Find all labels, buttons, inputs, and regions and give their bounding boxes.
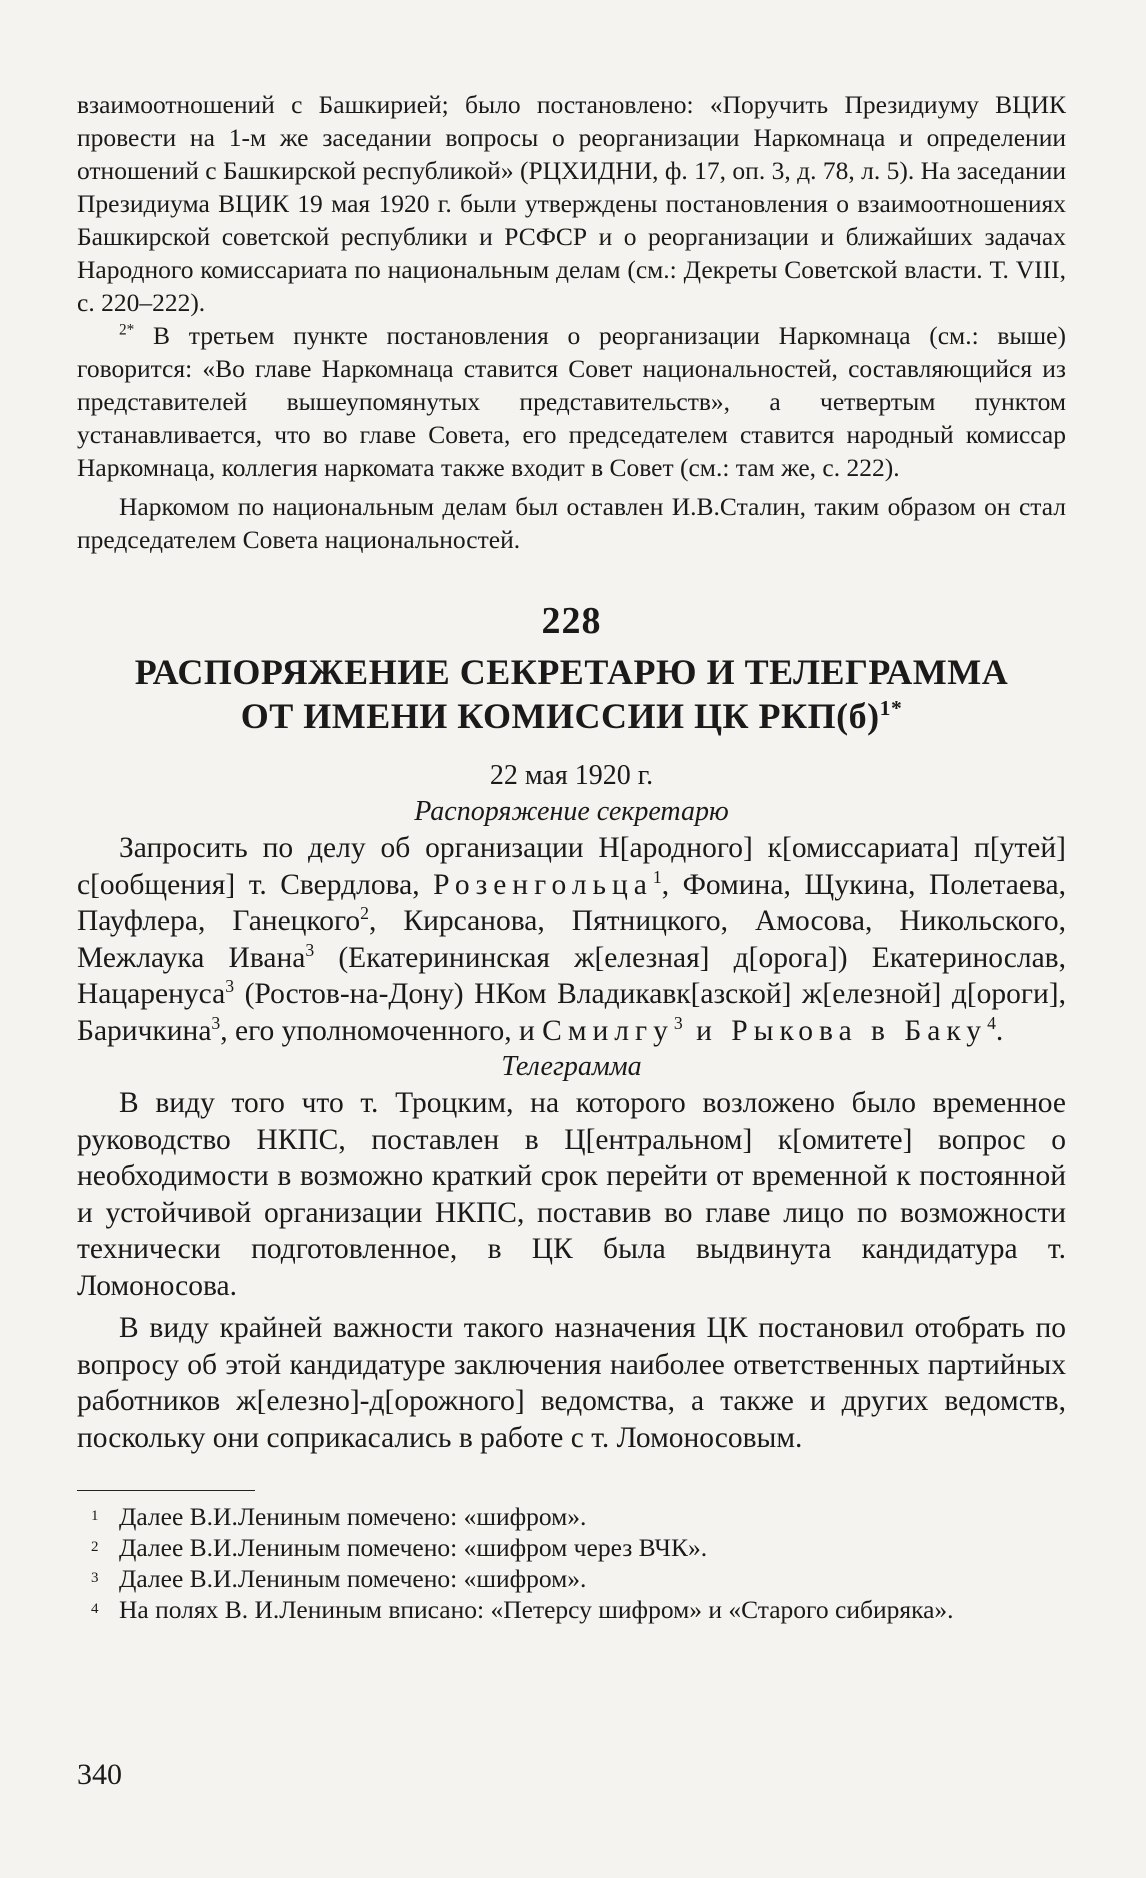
order-text-4: (Екатерининская ж[елезная] д[орога]) Екатеринослав, Нацаренуса — [77, 941, 1066, 1010]
telegram-paragraph-1: В виду того что т. Троцким, на которого возложено было временное руководство НКПС, поставлен в Ц[ентральном] к[омитете] вопрос о необходимости в возможно краткий срок перейти от временной к постоянной и устойчивой организации НКПС, поставив во главе лицо по возможности технически подготовленное, в ЦК была выдвинута кандидатура т. Ломоносова. — [77, 1087, 1066, 1302]
order-text-1: Запросить по делу об организации Н[ародного] к[омиссариата] п[утей] с[ообщения] т. Свердлова, — [77, 832, 1066, 901]
document-title-line-2 — [77, 694, 1066, 738]
footnote — [77, 1563, 1066, 1594]
footnote-mark: 1 — [91, 1508, 99, 1524]
order-name-rozengolts: Розенгольца — [433, 868, 653, 901]
order-text-3: , Кирсанова, Пятницкого, Амосова, Никольского, Межлаука Ивана — [77, 905, 1066, 974]
footnote-mark: 3 — [91, 1570, 99, 1586]
footnotes — [77, 1501, 1066, 1625]
telegram-paragraph-2: В виду крайней важности такого назначения ЦК постановил отобрать по вопросу об этой кандидатуре заключения наиболее ответственных партийных работников ж[елезно]-д[орожного] ведомства, а также и других ведомств, поскольку они соприкасались в работе с т. Ломоносовым. — [77, 1312, 1066, 1454]
document-title-line-2-text: ОТ ИМЕНИ КОМИССИИ ЦК РКП(б) — [240, 696, 880, 736]
footnote-mark: 2 — [91, 1539, 99, 1555]
note-2 — [77, 319, 1066, 484]
footnote-ref-2: 2 — [360, 903, 369, 924]
order-name-smilga: Смилгу — [542, 1014, 674, 1047]
footnote-ref-3d: 3 — [673, 1012, 683, 1033]
footnote-ref-3a: 3 — [305, 939, 315, 960]
footnote-text: Далее В.И.Лениным помечено: «шифром». — [119, 1564, 587, 1593]
document-title-line-1: РАСПОРЯЖЕНИЕ СЕКРЕТАРЮ И ТЕЛЕГРАММА — [134, 652, 1009, 692]
footnote-text: Далее В.И.Лениным помечено: «шифром через ВЧК». — [119, 1533, 708, 1562]
order-text-6: , его уполномоченного, и — [220, 1014, 543, 1047]
document-body — [77, 794, 1066, 1456]
note-continued: взаимоотношений с Башкирией; было постановлено: «Поручить Президиуму ВЦИК провести на 1-м же заседании вопросы о реорганизации Наркомнаца и определении отношений с Башкирской республикой» (РЦХИДНИ, ф. 17, оп. 3, д. 78, л. 5). На заседании Президиума ВЦИК 19 мая 1920 г. были утверждены постановления о взаимоотношениях Башкирской советской республики и РСФСР и о реорганизации и ближайших задачах Народного комиссариата по национальным делам (см.: Декреты Советской власти. Т. VIII, с. 220–222). — [77, 90, 1066, 317]
order-heading: Распоряжение секретарю — [414, 796, 729, 827]
footnote-text: Далее В.И.Лениным помечено: «шифром». — [119, 1502, 587, 1531]
telegram-heading: Телеграмма — [501, 1051, 642, 1082]
order-name-rykov: Рыкова в Баку — [731, 1014, 988, 1047]
footnote — [77, 1532, 1066, 1563]
footnote-ref-3b: 3 — [225, 976, 235, 997]
document-number: 228 — [541, 600, 602, 642]
page-number: 340 — [77, 1758, 122, 1791]
note-2-continued: Наркомом по национальным делам был оставлен И.В.Сталин, таким образом он стал председателем Совета национальностей. — [77, 492, 1066, 554]
footnote-text: На полях В. И.Лениным вписано: «Петерсу шифром» и «Старого сибиряка». — [119, 1595, 954, 1624]
previous-notes — [77, 88, 1066, 556]
order-text-7: и — [682, 1014, 732, 1047]
note-2-mark: 2* — [119, 321, 135, 339]
order-text-5: (Ростов-на-Дону) НКом Владикавк[азской] ж[елезной] д[ороги], Баричкина — [77, 978, 1066, 1047]
footnote — [77, 1501, 1066, 1532]
order-text — [77, 830, 1066, 1049]
footnote — [77, 1594, 1066, 1625]
document-title — [77, 650, 1066, 738]
footnote-ref-4: 4 — [987, 1012, 996, 1033]
footnote-divider — [77, 1490, 255, 1491]
order-text-2: , Фомина, Щукина, Полетаева, Пауфлера, Ганецкого — [77, 868, 1066, 937]
document-date: 22 мая 1920 г. — [489, 760, 654, 791]
document-title-footnote-mark: 1* — [879, 696, 903, 720]
footnote-mark: 4 — [91, 1601, 99, 1617]
footnote-ref-3c: 3 — [211, 1012, 221, 1033]
note-2-text: В третьем пункте постановления о реорганизации Наркомнаца (см.: выше) говорится: «Во главе Наркомнаца ставится Совет национальностей, составляющийся из представителей вышеупомянутых представительств», а четвертым пунктом устанавливается, что во главе Совета, его председателем ставится народный комиссар Наркомнаца, коллегия наркомата также входит в Совет (см.: там же, с. 222). — [77, 321, 1066, 482]
order-text-end: . — [995, 1014, 1004, 1047]
footnote-ref-1: 1 — [652, 866, 662, 887]
